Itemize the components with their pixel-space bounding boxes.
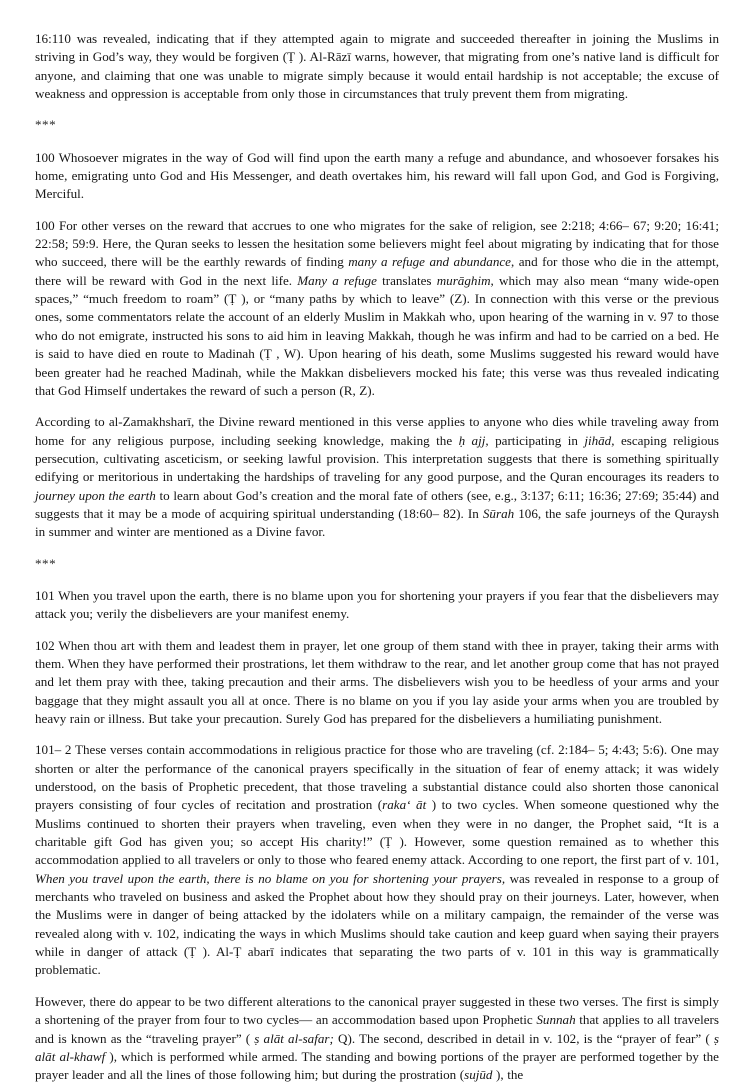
section-separator-1: *** [35, 117, 57, 133]
commentary-verses-101-102: 101– 2 These verses contain accommodations in religious practice for those who are traveling (cf. 2:184– 5; 4:43; 5:6). One may shorten or alter the performance of the canonical prayers specifically in the situation of fear of enemy attack; it was widely understood, on the basis of Prophetic precedent, that those traveling a substantial distance could also shorten those canonical prayers consisting of four cycles of recitation and prostration (rakaʻ āt ) to two cycles. When someone questioned why the Muslims continued to shorten their prayers when traveling, even when they were in no danger, the Prophet said, “It is a charitable gift God has given you; so accept His charity!” (Ṭ ). However, some question remained as to whether this accommodation applied to all travelers or only to those who feared enemy attack. According to one report, the first part of v. 101, When you travel upon the earth, there is no blame on you for shortening your prayers, was revealed in response to a group of merchants who traveled on business and asked the Prophet about how they should pray on their journeys. Later, however, when the Muslims were in danger of being attacked by the idolaters while on a military campaign, the remainder of the verse was revealed along with v. 102, indicating the ways in which Muslims should take caution and keep guard when saying their prayers while in danger of attack (Ṭ ). Al-Ṭ abarī indicates that separating the two parts of v. 101 in this way is grammatically problematic. [35, 742, 720, 978]
commentary-prayer-alterations: However, there do appear to be two different alterations to the canonical prayer suggested in these two verses. The first is simply a shortening of the prayer from four to two cycles— an accommodation based upon Prophetic Sunnah that applies to all travelers and is known as the “traveling prayer” ( ṣ alāt al-safar; Q). The second, described in detail in v. 102, is the “prayer of fear” ( ṣ alāt al-khawf ), which is performed while armed. The standing and bowing portions of the prayer are performed together by the prayer leader and all the lines of those following him; but during the prostration (sujūd ), the [35, 993, 719, 1083]
verse-100-text: 100 Whosoever migrates in the way of God will find upon the earth many a refuge and abundance, and whosoever forsakes his home, emigrating unto God and His Messenger, and death overtakes him, his reward will fall upon God, and God is Forgiving, Merciful. [35, 149, 719, 202]
paragraph-commentary-16-110: 16:110 was revealed, indicating that if they attempted again to migrate and succeeded thereafter in joining the Muslims in striving in God’s way, they would be forgiven (Ṭ ). Al-Rāzī warns, however, that migrating from one’s native land is difficult for anyone, and claiming that one was unable to migrate simply because it would entail hardship is not acceptable; the excuse of weakness and oppression is acceptable from only those in circumstances that truly prevent them from migrating. [35, 31, 719, 102]
verse-102-text: 102 When thou art with them and leadest them in prayer, let one group of them stand with thee in prayer, taking their arms with them. When they have performed their prostrations, let them withdraw to the rear, and let another group come that has not prayed and let them pray with thee, taking precaution and their arms. The disbelievers wish you to be heedless of your arms and your baggage that they might assault you all at once. There is no blame on you if you lay aside your arms when you are troubled by heavy rain or illness. But take your precaution. Surely God has prepared for the disbelievers a humiliating punishment. [35, 637, 719, 726]
section-separator-2: *** [35, 555, 57, 571]
verse-101-text: 101 When you travel upon the earth, there is no blame upon you for shortening your prayers if you fear that the disbelievers may attack you; verily the disbelievers are your manifest enemy. [35, 587, 719, 622]
page-content [35, 30, 719, 1085]
commentary-al-zamakhshari: According to al-Zamakhsharī, the Divine reward mentioned in this verse applies to anyone who dies while traveling away from home for any religious purpose, including seeking knowledge, making the ḥ ajj, participating in jihād, escaping religious persecution, cultivating asceticism, or seeking lawful provision. This interpretation suggests that there is something spiritually edifying or meritorious in undertaking the hardships of traveling for any good purpose, and the Quran encourages its readers to journey upon the earth to learn about God’s creation and the moral fate of others (see, e.g., 3:137; 6:11; 16:36; 27:69; 35:44) and suggests that it may be a mode of acquiring spiritual understanding (18:60– 82). In Sūrah 106, the safe journeys of the Quraysh in summer and winter are mentioned as a Divine favor. [35, 414, 720, 540]
commentary-verse-100: 100 For other verses on the reward that accrues to one who migrates for the sake of religion, see 2:218; 4:66– 67; 9:20; 16:41; 22:58; 59:9. Here, the Quran seeks to lessen the hesitation some believers might feel about migrating by indicating that for those who succeed, there will be the earthly rewards of finding many a refuge and abundance, and for those who die in the attempt, there will be reward with God in the next life. Many a refuge translates murāghim, which may also mean “many wide-open spaces,” “much freedom to roam” (Ṭ ), or “many paths by which to leave” (Z). In connection with this verse or the previous ones, some commentators relate the account of an elderly Muslim in Makkah who, upon hearing of the warning in v. 97 to those who do not emigrate, instructed his sons to aid him in leaving Makkah, though he was infirm and had to be carried on a bed. He is said to have died en route to Madinah (Ṭ , W). Upon hearing of his death, some Muslims suggested his reward would have been greater had he reached Madinah, while the Makkan disbelievers mocked his fate; this verse was thus revealed indicating that God Himself undertakes the reward of such a person (R, Z). [35, 217, 719, 398]
